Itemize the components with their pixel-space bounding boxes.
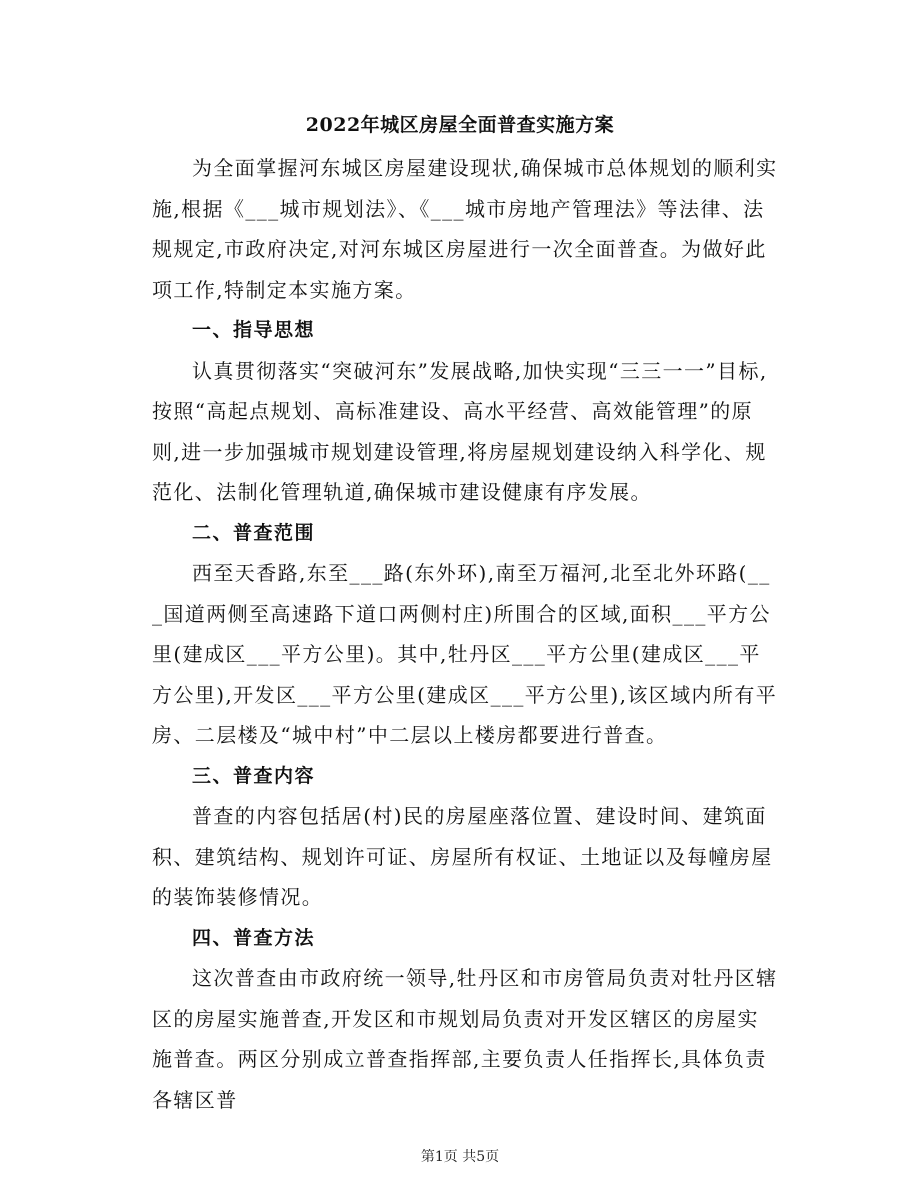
page-number-footer: 第1页 共5页 <box>420 1149 500 1165</box>
section-text-survey-method: 这次普查由市政府统一领导,牡丹区和市房管局负责对牡丹区辖区的房屋实施普查,开发区和市规划局负责对开发区辖区的房屋实施普查。两区分别成立普查指挥部,主要负责人任指挥长,具体负责各辖区普 <box>152 966 778 1112</box>
section-heading-survey-content: 三、普查内容 <box>192 764 316 787</box>
document-body <box>152 148 780 1120</box>
intro-paragraph: 为全面掌握河东城区房屋建设现状,确保城市总体规划的顺利实施,根据《___城市规划法》、《___城市房地产管理法》等法律、法规规定,市政府决定,对河东城区房屋进行一次全面普查。为做好此项工作,特制定本实施方案。 <box>152 156 778 302</box>
section-text-survey-content: 普查的内容包括居(村)民的房屋座落位置、建设时间、建筑面积、建筑结构、规划许可证、房屋所有权证、土地证以及每幢房屋的装饰装修情况。 <box>152 804 773 909</box>
document-title: 2022年城区房屋全面普查实施方案 <box>305 114 615 136</box>
section-heading-survey-scope: 二、普查范围 <box>192 521 316 544</box>
section-heading-survey-method: 四、普查方法 <box>192 926 316 949</box>
section-text-survey-scope: 西至天香路,东至___路(东外环),南至万福河,北至北外环路(___国道两侧至高速路下道口两侧村庄)所围合的区域,面积___平方公里(建成区___平方公里)。其中,牡丹区___平方公里(建成区___平方公里),开发区___平方公里(建成区___平方公里),该区域内所有平房、二层楼及“城中村”中二层以上楼房都要进行普查。 <box>152 561 778 747</box>
section-text-guiding-ideology: 认真贯彻落实“突破河东”发展战略,加快实现“三三一一”目标,按照“高起点规划、高标准建设、高水平经营、高效能管理”的原则,进一步加强城市规划建设管理,将房屋规划建设纳入科学化、规范化、法制化管理轨道,确保城市建设健康有序发展。 <box>152 358 768 504</box>
section-heading-guiding-ideology: 一、指导思想 <box>192 319 316 341</box>
